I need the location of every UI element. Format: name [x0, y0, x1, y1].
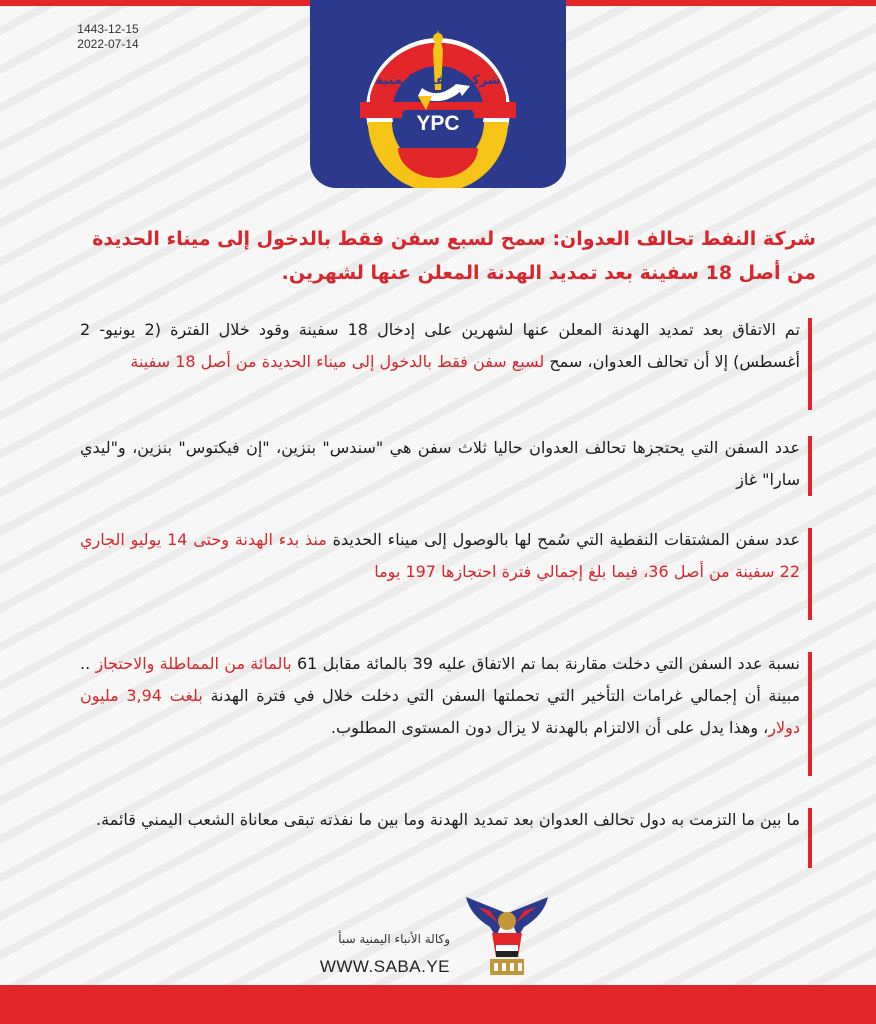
- paragraph-2-text: عدد السفن التي يحتجزها تحالف العدوان حاليا ثلاث سفن هي "سندس" بنزين، "إن فيكتوس" بنزين، و"ليدي سارا" غاز: [80, 438, 800, 489]
- headline: شركة النفط تحالف العدوان: سمح لسبع سفن فقط بالدخول إلى ميناء الحديدة من أصل 18 سفينة بعد تمديد الهدنة المعلن عنها لشهرين.: [92, 228, 816, 284]
- paragraph-4-text-3: ، وهذا يدل على أن الالتزام بالهدنة لا يزال دون المستوى المطلوب.: [330, 718, 769, 737]
- paragraph-4-highlight-2: بلغت 3,94 مليون دولار: [80, 686, 800, 737]
- paragraph-4: [80, 648, 800, 744]
- paragraph-4-text-1: نسبة عدد السفن التي دخلت مقارنة بما تم الاتفاق عليه 39 بالمائة مقابل 61: [291, 654, 800, 673]
- paragraph-1-highlight: لسبع سفن فقط بالدخول إلى ميناء الحديدة من أصل 18 سفينة: [130, 352, 545, 371]
- ypc-logo-arabic: شركة النفط اليمنية: [375, 73, 501, 88]
- paragraph-1-text: تم الاتفاق بعد تمديد الهدنة المعلن عنها لشهرين على إدخال 18 سفينة وقود خلال الفترة (2 يونيو- 2 أغسطس) إلا أن تحالف العدوان، سمح: [80, 320, 801, 371]
- saba-eagle-logo-icon: [456, 893, 558, 981]
- paragraph-5: [80, 804, 800, 836]
- paragraph-3-text: عدد سفن المشتقات النفطية التي سُمح لها بالوصول إلى ميناء الحديدة: [326, 530, 801, 549]
- paragraph-1-accent-bar: [808, 318, 812, 410]
- paragraph-4-accent-bar: [808, 652, 812, 776]
- agency-website: WWW.SABA.YE: [319, 957, 450, 976]
- paragraph-5-text: ما بين ما التزمت به دول تحالف العدوان بعد تمديد الهدنة وما بين ما نفذته تبقى معاناة الشعب اليمني قائمة.: [96, 810, 800, 829]
- paragraph-3-highlight: منذ بدء الهدنة وحتى 14 يوليو الجاري 22 سفينة من أصل 36، فيما بلغ إجمالي فترة احتجازها 197 يوما: [80, 530, 800, 581]
- ypc-logo-card: [310, 0, 566, 188]
- ypc-emblem-icon: [310, 0, 566, 188]
- paragraph-3-accent-bar: [808, 528, 812, 620]
- agency-name: وكالة الأنباء اليمنية سبأ: [338, 932, 450, 946]
- ypc-logo-text: YPC: [416, 112, 460, 135]
- paragraph-4-highlight-1: بالمائة من المماطلة والاحتجاز: [95, 654, 292, 673]
- paragraph-2: [80, 432, 800, 496]
- dates-block: [63, 22, 153, 52]
- date-hijri: 1443-12-15: [77, 22, 139, 36]
- paragraph-4-text-2: .. مبينة أن إجمالي غرامات التأخير التي تحملتها السفن التي دخلت خلال في فترة الهدنة: [80, 654, 801, 705]
- bottom-accent-bar: [0, 985, 876, 1024]
- paragraph-2-accent-bar: [808, 436, 812, 496]
- paragraph-5-accent-bar: [808, 808, 812, 868]
- date-gregorian: 2022-07-14: [77, 37, 139, 51]
- paragraph-1: [80, 314, 800, 378]
- paragraph-3: [80, 524, 800, 588]
